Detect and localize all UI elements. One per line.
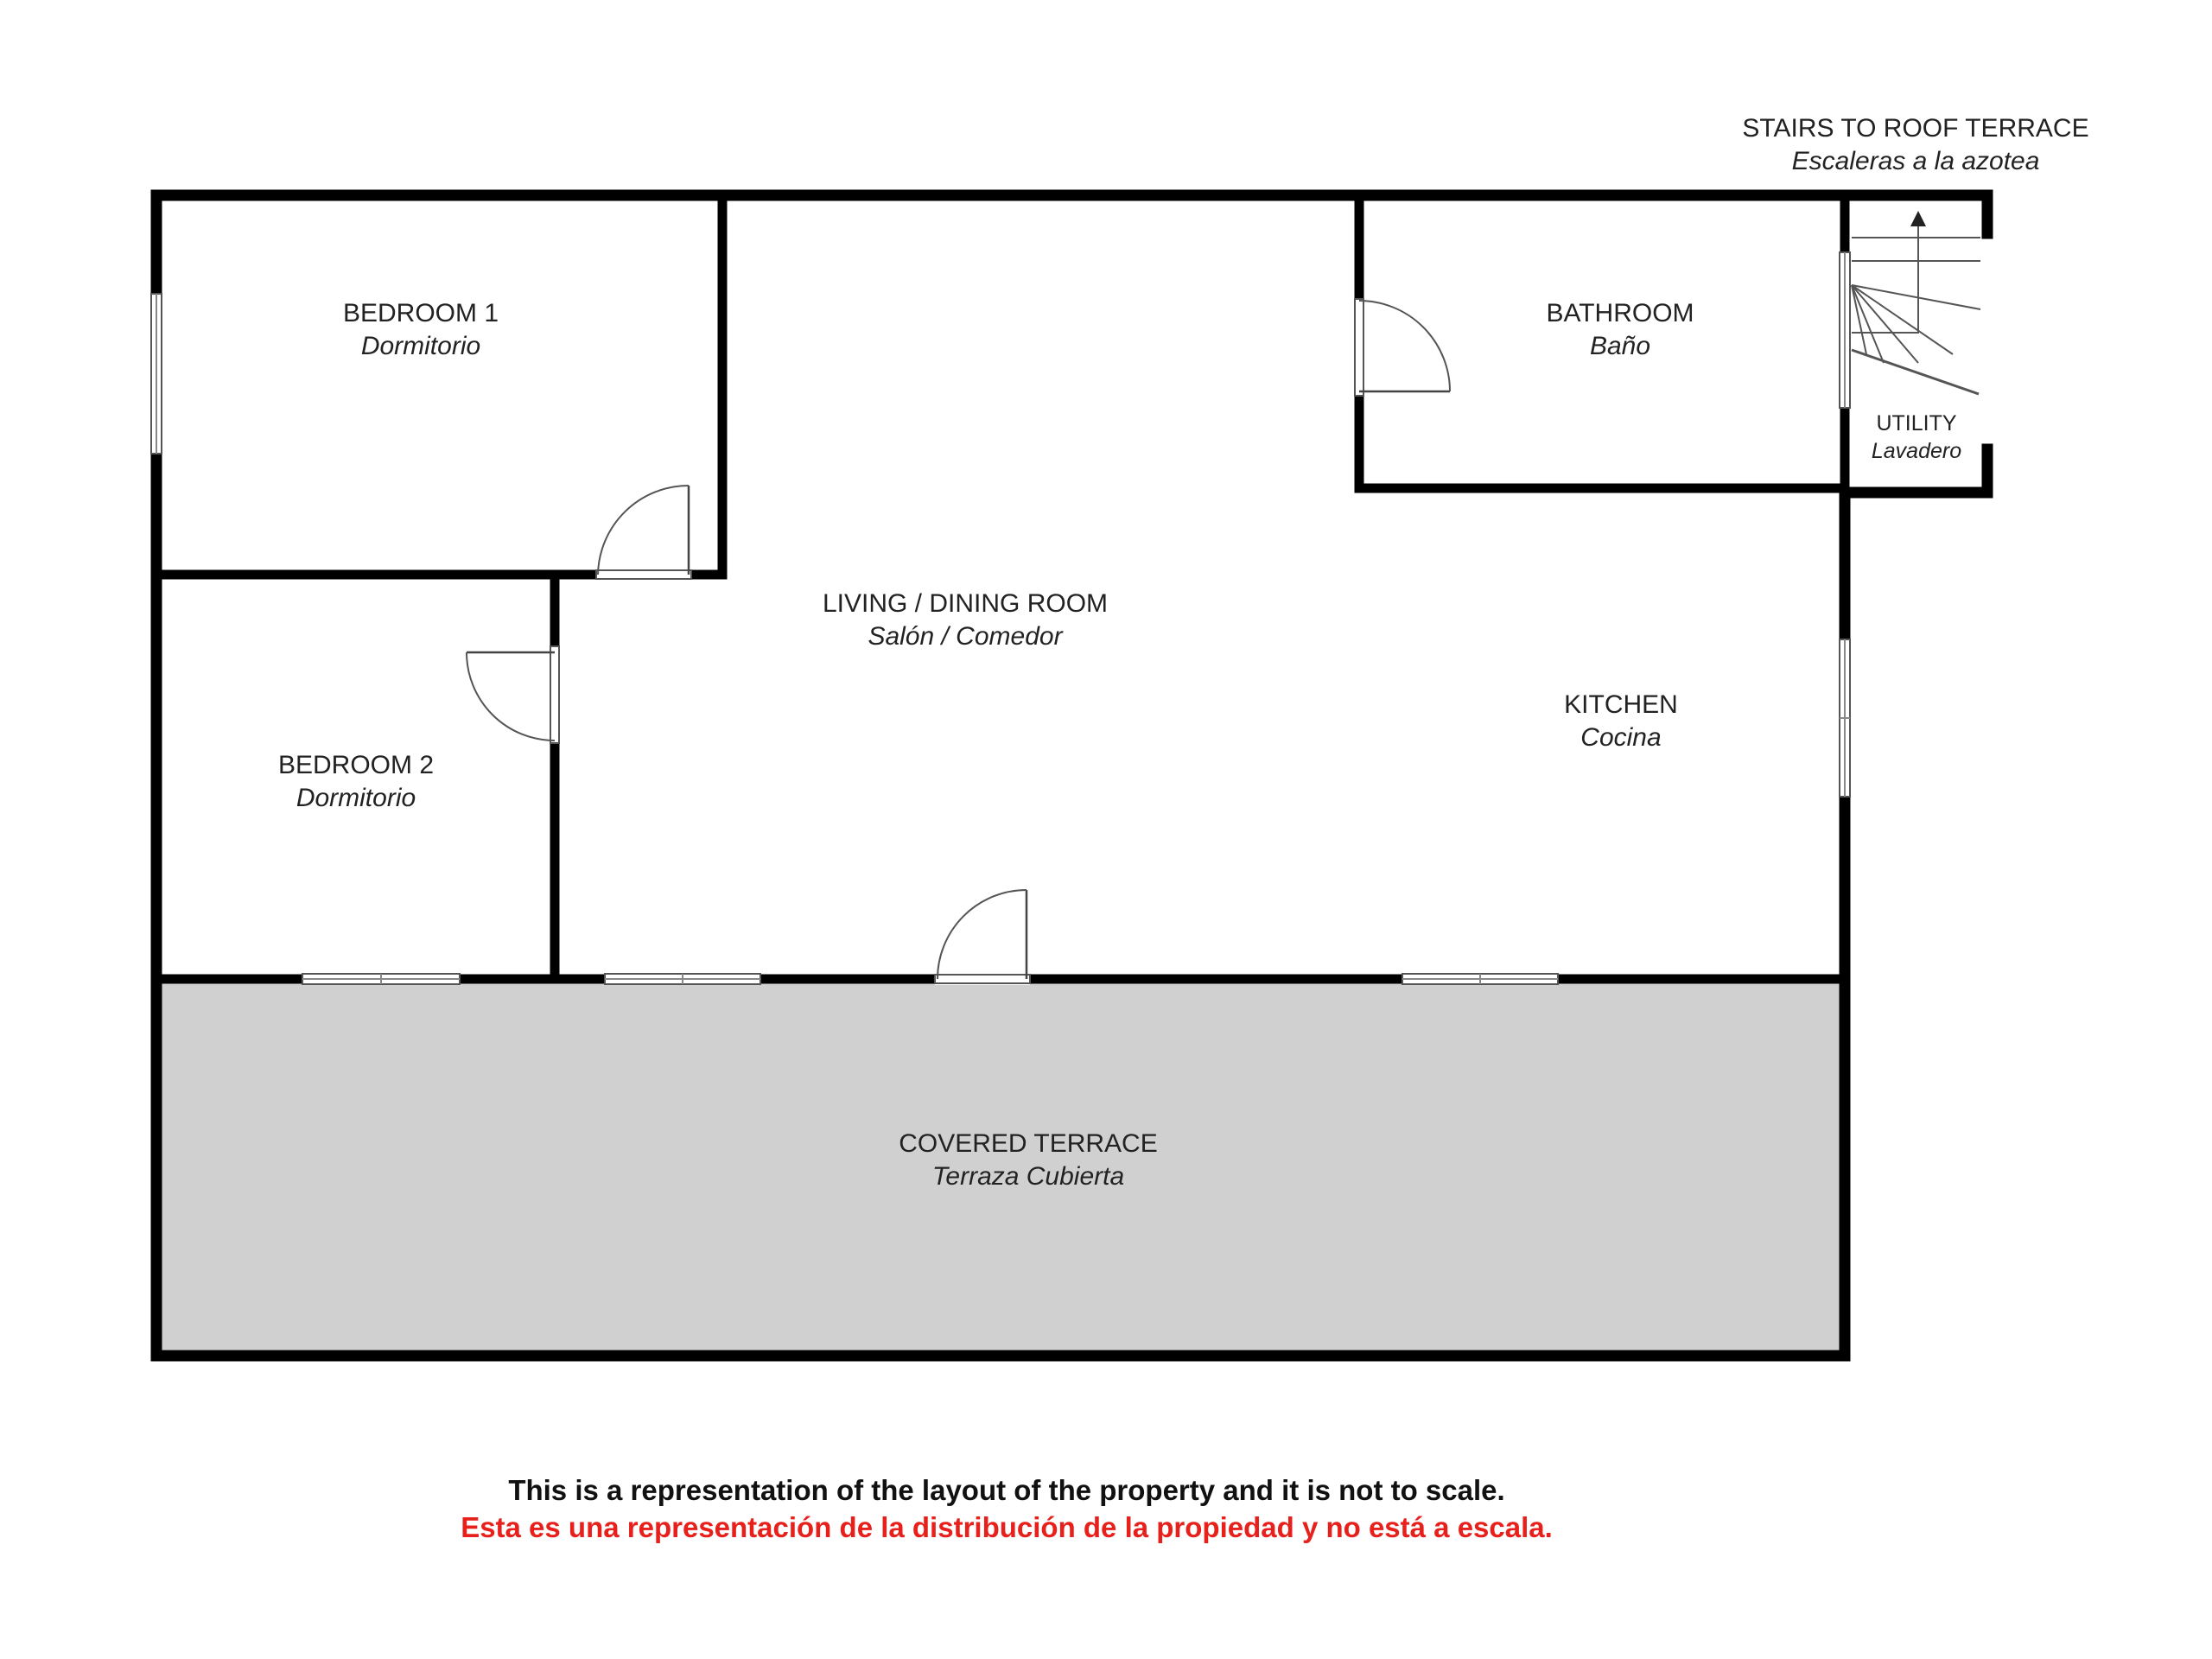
disclaimer-spanish: Esta es una representación de la distribución de la propiedad y no está a escala. xyxy=(461,1511,1553,1543)
windows xyxy=(151,252,1850,984)
utility-label: UTILITY xyxy=(1876,411,1957,435)
stairs-to-roof xyxy=(1852,211,1980,394)
door-living-terrace xyxy=(935,890,1030,985)
disclaimer xyxy=(461,1474,1553,1543)
kitchen-translation: Cocina xyxy=(1580,723,1662,752)
window-bedroom2 xyxy=(302,974,460,984)
stairs-translation: Escaleras a la azotea xyxy=(1791,147,2040,175)
window-kitchen-bottom xyxy=(1402,974,1558,984)
living-dining-label: LIVING / DINING ROOM xyxy=(822,589,1109,618)
bathroom-label: BATHROOM xyxy=(1546,299,1694,327)
window-living xyxy=(605,974,760,984)
door-bedroom2 xyxy=(467,646,561,743)
utility-translation: Lavadero xyxy=(1871,439,1962,463)
window-kitchen-side xyxy=(1840,639,1850,797)
door-bedroom1 xyxy=(596,486,691,581)
disclaimer-english: This is a representation of the layout of the property and it is not to scale. xyxy=(508,1474,1505,1506)
covered-terrace-translation: Terraza Cubierta xyxy=(931,1162,1125,1191)
stairs-label: STAIRS TO ROOF TERRACE xyxy=(1742,114,2089,143)
bedroom1-label: BEDROOM 1 xyxy=(342,299,499,327)
bathroom-translation: Baño xyxy=(1589,332,1651,360)
window-bedroom1 xyxy=(151,294,162,454)
bedroom2-translation: Dormitorio xyxy=(296,784,416,812)
window-utility xyxy=(1840,252,1850,408)
stairs-arrow-icon xyxy=(1910,211,1926,226)
bedroom1-translation: Dormitorio xyxy=(360,332,481,360)
kitchen-label: KITCHEN xyxy=(1564,690,1678,719)
covered-terrace-label: COVERED TERRACE xyxy=(899,1129,1158,1158)
bedroom2-label: BEDROOM 2 xyxy=(277,751,435,779)
living-dining-translation: Salón / Comedor xyxy=(868,622,1063,651)
door-bathroom xyxy=(1353,299,1450,396)
